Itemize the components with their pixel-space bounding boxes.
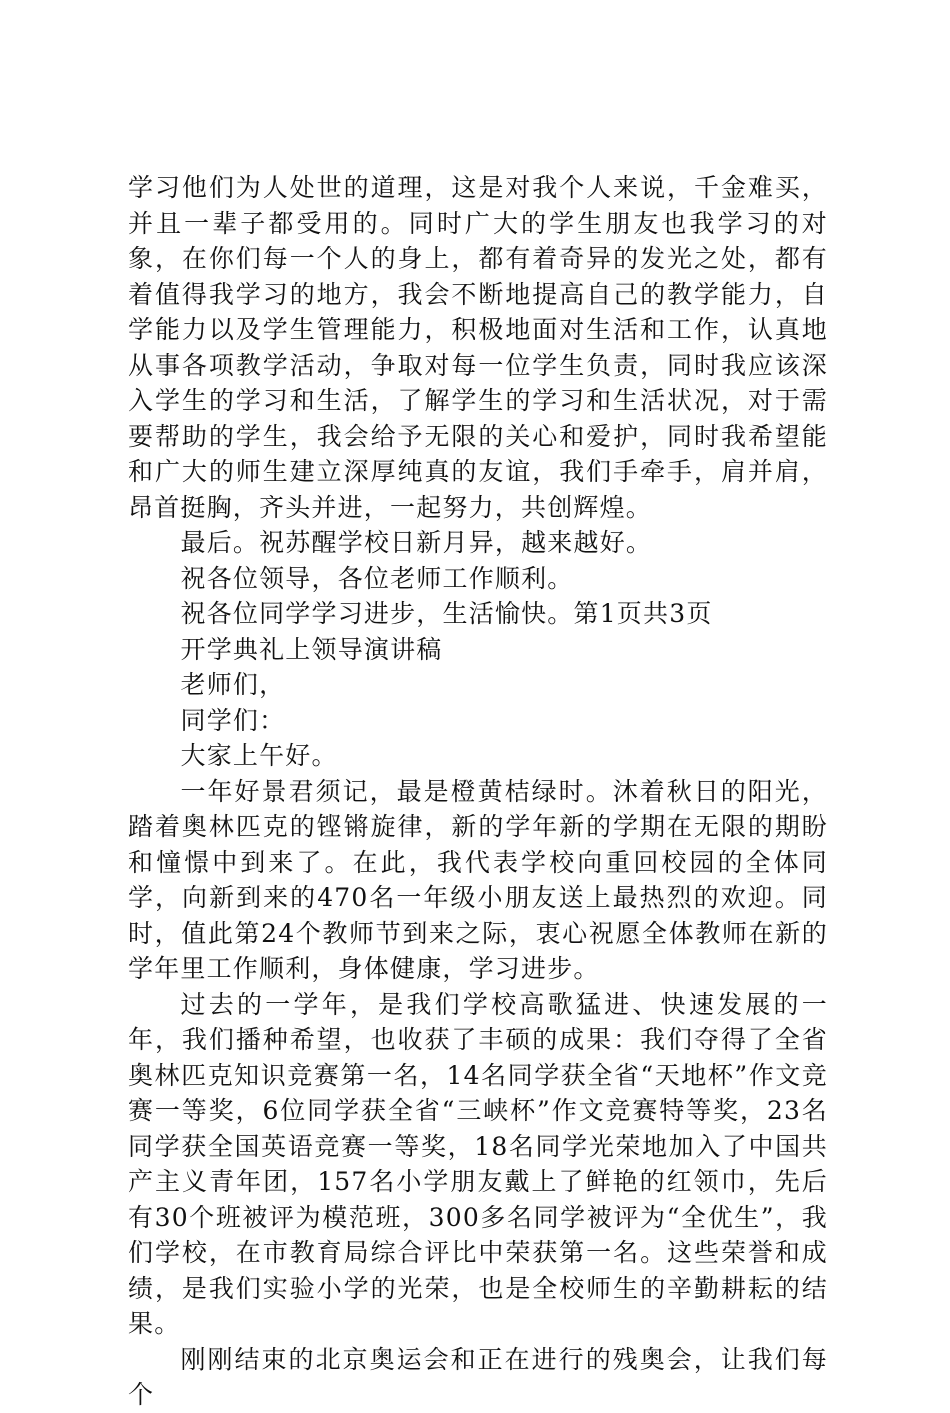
salutation-students: 同学们： [180, 705, 286, 735]
paragraph-9: 一年好景君须记，最是橙黄桔绿时。沐着秋日的阳光，踏着奥林匹克的铿锵旋律，新的学年新的学期在无限的期盼和憧憬中到来了。在此，我代表学校向重回校园的全体同学，向新到来的470名一年级小朋友送上最热烈的欢迎。同时，值此第24个教师节到来之际，衷心祝愿全体教师在新的学年里工作顺利，身体健康，学习进步。 [128, 776, 828, 983]
document-body [128, 170, 828, 1413]
paragraph-10: 过去的一学年，是我们学校高歌猛进、快速发展的一年，我们播种希望，也收获了丰硕的成果：我们夺得了全省奥林匹克知识竞赛第一名，14名同学获全省“天地杯”作文竞赛一等奖，6位同学获全省“三峡杯”作文竞赛特等奖，23名同学获全国英语竞赛一等奖，18名同学光荣地加入了中国共产主义青年团，157名小学朋友戴上了鲜艳的红领巾，先后有30个班被评为模范班，300多名同学被评为“全优生”，我们学校，在市教育局综合评比中荣获第一名。这些荣誉和成绩，是我们实验小学的光荣，也是全校师生的辛勤耕耘的结果。 [128, 989, 828, 1338]
paragraph-11: 刚刚结束的北京奥运会和正在进行的残奥会，让我们每个 [128, 1344, 828, 1409]
paragraph-4: 祝各位同学学习进步，生活愉快。第1页共3页 [180, 599, 713, 628]
paragraph-3: 祝各位领导，各位老师工作顺利。 [180, 563, 574, 593]
speech-title: 开学典礼上领导演讲稿 [180, 634, 443, 664]
salutation-teachers: 老师们， [180, 670, 286, 699]
paragraph-1: 学习他们为人处世的道理，这是对我个人来说，千金难买，并且一辈子都受用的。同时广大的学生朋友也我学习的对象，在你们每一个人的身上，都有着奇异的发光之处，都有着值得我学习的地方，我会不断地提高自己的教学能力，自学能力以及学生管理能力，积极地面对生活和工作，认真地从事各项教学活动，争取对每一位学生负责，同时我应该深入学生的学习和生活，了解学生的学习和生活状况，对于需要帮助的学生，我会给予无限的关心和爱护，同时我希望能和广大的师生建立深厚纯真的友谊，我们手牵手，肩并肩，昂首挺胸，齐头并进，一起努力，共创辉煌。 [128, 173, 828, 522]
paragraph-2: 最后。祝苏醒学校日新月异，越来越好。 [180, 528, 653, 557]
greeting: 大家上午好。 [180, 741, 338, 770]
